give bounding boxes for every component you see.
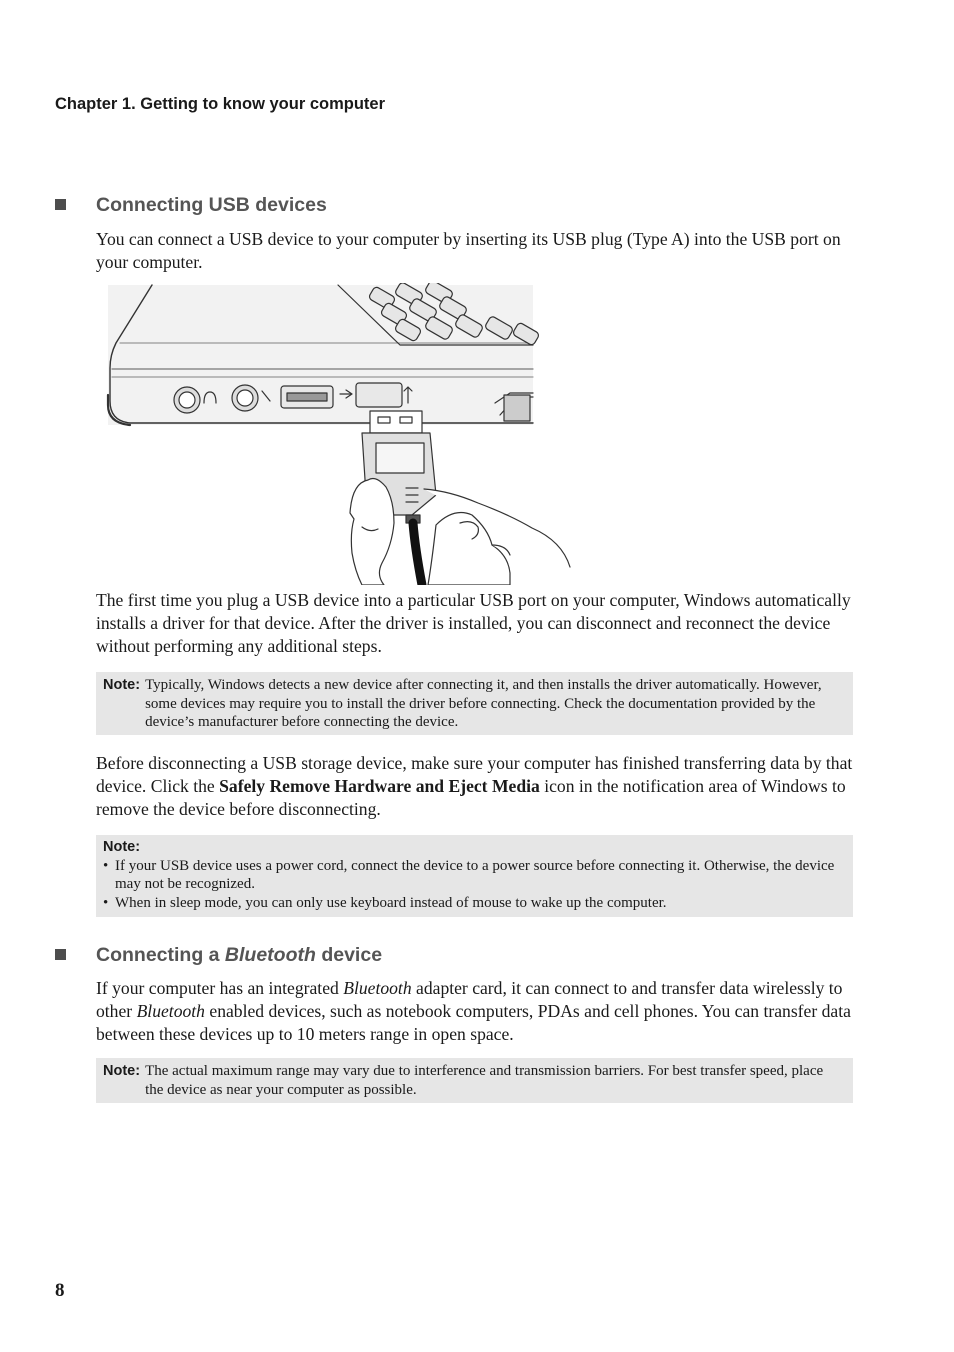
square-bullet-icon [55, 199, 66, 210]
bluetooth-italic-heading: Bluetooth [224, 944, 316, 966]
note-box-usb-power [96, 835, 853, 917]
safely-remove-hardware-label: Safely Remove Hardware and Eject Media [219, 776, 540, 796]
bullet-dot-icon: • [103, 894, 109, 911]
note-label: Note: [103, 1063, 141, 1079]
note-box-driver-install [96, 672, 853, 735]
square-bullet-icon [55, 949, 66, 960]
note-box-bluetooth-range [96, 1058, 853, 1103]
note-list-item: • When in sleep mode, you can only use keyboard instead of mouse to wake up the computer. [103, 894, 667, 911]
bluetooth-italic-term: Bluetooth [343, 978, 412, 998]
bluetooth-italic-term: Bluetooth [136, 1001, 205, 1021]
note-label: Note: [103, 839, 141, 855]
note-text: The actual maximum range may vary due to interference and transmission barriers. For best transfer speed, place the device as near your computer as possible. [145, 1063, 824, 1098]
note-content [96, 672, 853, 732]
disconnect-text-after: icon in the notification area of Windows to remove the device before disconnecting. [96, 776, 846, 819]
usb-connection-illustration [100, 283, 580, 585]
usb-heading-text: Connecting USB devices [96, 194, 327, 216]
page-number: 8 [55, 1280, 65, 1301]
usb-section-heading [55, 194, 327, 217]
note-text: Typically, Windows detects a new device after connecting it, and then installs the driver automatically. However, some devices may require you to install the driver before connecting. Check the documentation provided by the device’s manufacturer before connecting the device. [145, 677, 822, 730]
note-label: Note: [103, 677, 141, 693]
note-list [103, 857, 845, 913]
disconnect-text-before: Before disconnecting a USB storage device, make sure your computer has finished transferring data by that device. Click the [96, 753, 853, 796]
usb-disconnect-paragraph [96, 752, 866, 821]
bullet-dot-icon: • [103, 857, 109, 874]
chapter-header: Chapter 1. Getting to know your computer [55, 95, 386, 113]
usb-intro-paragraph: You can connect a USB device to your computer by inserting its USB plug (Type A) into the USB port on your computer. [96, 229, 841, 272]
bluetooth-paragraph: If your computer has an integrated Bluetooth adapter card, it can connect to and transfer data wirelessly to other Bluetooth enabled devices, such as notebook computers, PDAs and cell phones. You can transfer data between these devices up to 10 meters range in open space. [96, 978, 851, 1044]
bluetooth-section-heading: Connecting a Bluetooth device [55, 944, 382, 967]
note-content [96, 1058, 853, 1099]
usb-first-time-paragraph: The first time you plug a USB device into a particular USB port on your computer, Windows automatically installs a driver for that device. After the driver is installed, you can disconnect and reconnect the device without performing any additional steps. [96, 590, 851, 656]
hand-icon [350, 479, 570, 585]
note-list-item: • If your USB device uses a power cord, connect the device to a power source before connecting it. Otherwise, the device may not be recognized. [103, 857, 835, 892]
